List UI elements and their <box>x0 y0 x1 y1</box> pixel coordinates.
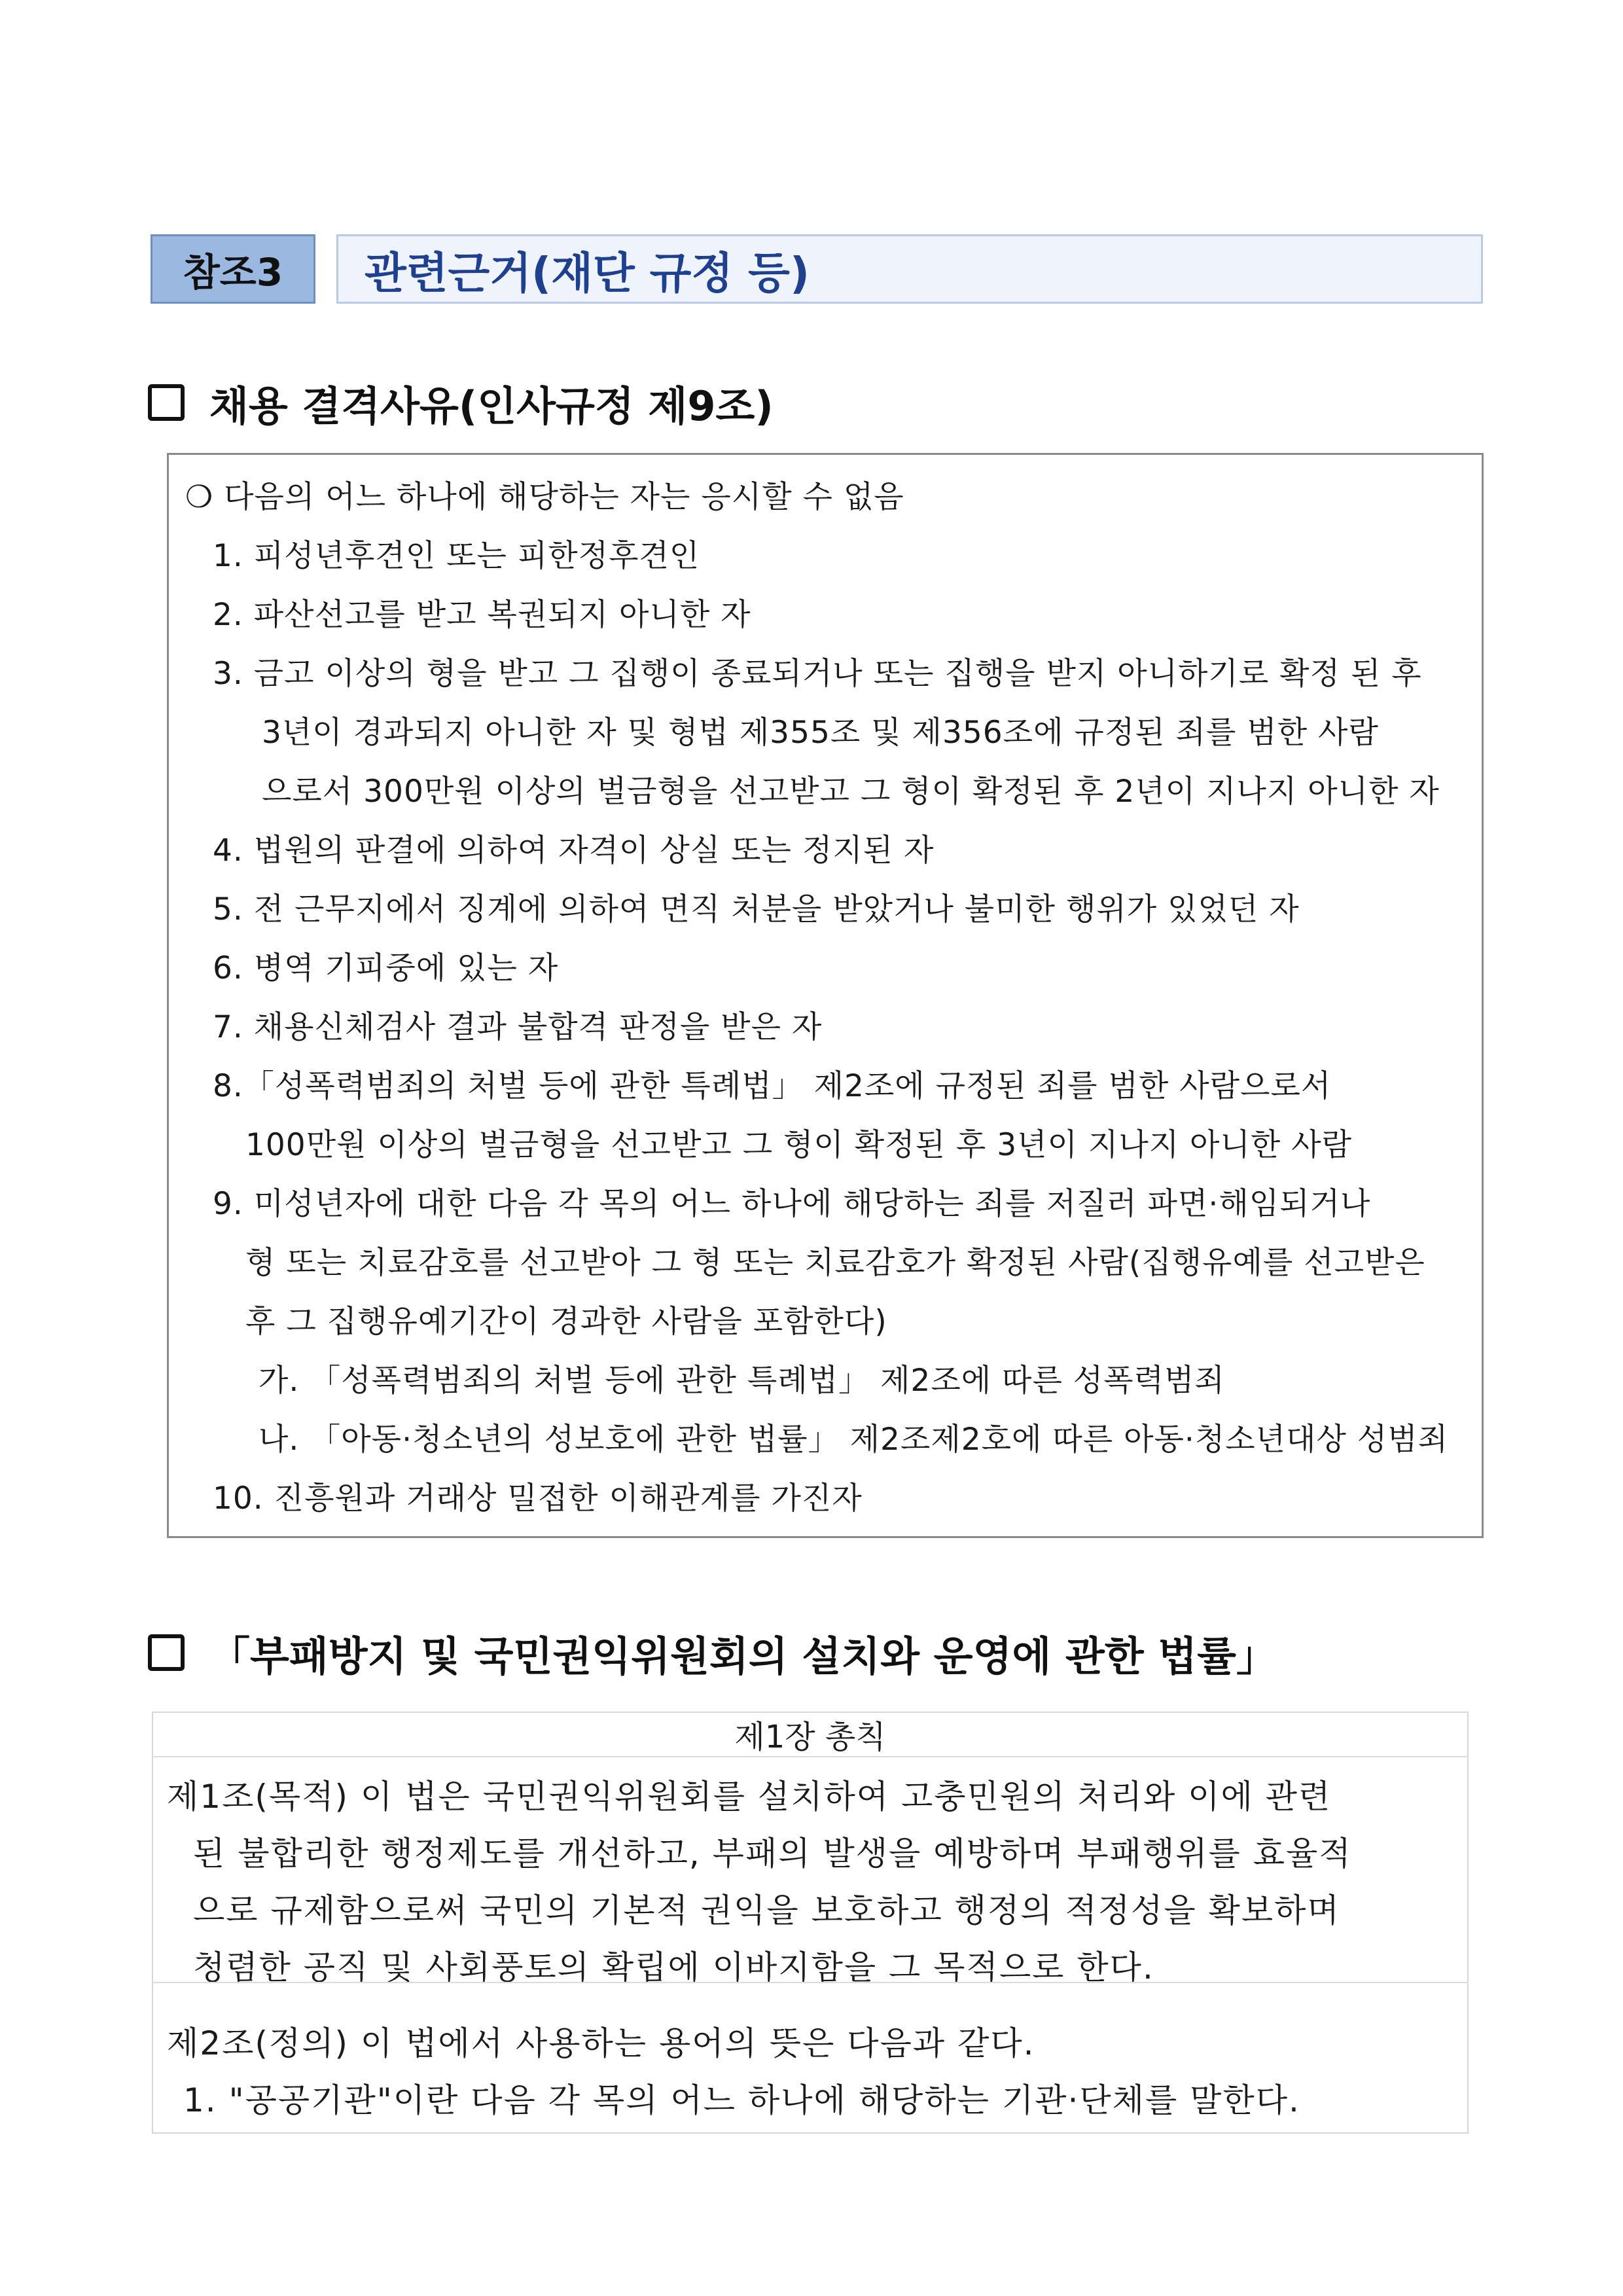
list-item-continuation: 형 또는 치료감호를 선고받아 그 형 또는 치료감호가 확정된 사람(집행유예를 선고받은 <box>245 1245 1425 1281</box>
checkbox-icon <box>148 1634 185 1671</box>
article-line: 된 불합리한 행정제도를 개선하고, 부패의 발생을 예방하며 부패행위를 효율적 <box>193 1835 1352 1873</box>
chapter-caption-text: 제1장 총칙 <box>734 1718 886 1755</box>
list-item: 1. 피성년후견인 또는 피한정후견인 <box>213 538 700 574</box>
list-item: 3. 금고 이상의 형을 받고 그 집행이 종료되거나 또는 집행을 받지 아니하기로 확정 된 후 <box>213 656 1422 692</box>
list-subitem: 가. 「성폭력범죄의 처벌 등에 관한 특례법」 제2조에 따른 성폭력범죄 <box>259 1363 1225 1399</box>
article-divider <box>152 1982 1469 1983</box>
section-heading-law <box>148 1623 1277 1682</box>
list-item: 5. 전 근무지에서 징계에 의하여 면직 처분을 받았거나 불미한 행위가 있었던 자 <box>213 891 1300 927</box>
page-title-text: 관련근거(재단 규정 등) <box>365 247 810 298</box>
article-line: 으로 규제함으로써 국민의 기본적 권익을 보호하고 행정의 적정성을 확보하며 <box>193 1892 1340 1929</box>
section-heading-text: 「부패방지 및 국민권익위원회의 설치와 운영에 관한 법률」 <box>209 1632 1277 1680</box>
page-title <box>336 234 1483 304</box>
list-item: 7. 채용신체검사 결과 불합격 판정을 받은 자 <box>213 1009 823 1045</box>
list-item: 10. 진흥원과 거래상 밀접한 이해관계를 가진자 <box>213 1480 863 1516</box>
list-item: 4. 법원의 판결에 의하여 자격이 상실 또는 정지된 자 <box>213 833 935 869</box>
chapter-caption <box>152 1712 1469 1757</box>
list-item: 9. 미성년자에 대한 다음 각 목의 어느 하나에 해당하는 죄를 저질러 파면·해임되거나 <box>213 1186 1371 1222</box>
list-item-continuation: 후 그 집행유예기간이 경과한 사람을 포함한다) <box>245 1304 887 1340</box>
section-heading-text: 채용 결격사유(인사규정 제9조) <box>209 382 774 430</box>
checkbox-icon <box>148 384 185 421</box>
article-line: 청렴한 공직 및 사회풍토의 확립에 이바지함을 그 목적으로 한다. <box>193 1948 1154 1986</box>
article-line: 제2조(정의) 이 법에서 사용하는 용어의 뜻은 다음과 같다. <box>167 2024 1035 2062</box>
list-subitem: 나. 「아동·청소년의 성보호에 관한 법률」 제2조제2호에 따른 아동·청소년대상 성범죄 <box>259 1422 1449 1458</box>
article-line: 제1조(목적) 이 법은 국민권익위원회를 설치하여 고충민원의 처리와 이에 관련 <box>167 1778 1332 1816</box>
list-item: 8.「성폭력범죄의 처벌 등에 관한 특례법」 제2조에 규정된 죄를 범한 사람으로서 <box>213 1068 1332 1104</box>
list-item-continuation: 으로서 300만원 이상의 벌금형을 선고받고 그 형이 확정된 후 2년이 지나지 아니한 자 <box>262 774 1440 810</box>
list-item-continuation: 100만원 이상의 벌금형을 선고받고 그 형이 확정된 후 3년이 지나지 아니한 사람 <box>245 1127 1353 1163</box>
list-item: 2. 파산선고를 받고 복권되지 아니한 자 <box>213 597 751 633</box>
list-item: 6. 병역 기피중에 있는 자 <box>213 950 559 986</box>
article-line: 1. "공공기관"이란 다음 각 목의 어느 하나에 해당하는 기관·단체를 말한다. <box>183 2081 1300 2119</box>
list-item-continuation: 3년이 경과되지 아니한 자 및 형법 제355조 및 제356조에 규정된 죄를 범한 사람 <box>262 715 1379 751</box>
list-intro: ❍ 다음의 어느 하나에 해당하는 자는 응시할 수 없음 <box>185 479 904 515</box>
reference-tag: 참조3 <box>151 234 315 304</box>
section-heading-disqualification <box>148 373 774 432</box>
